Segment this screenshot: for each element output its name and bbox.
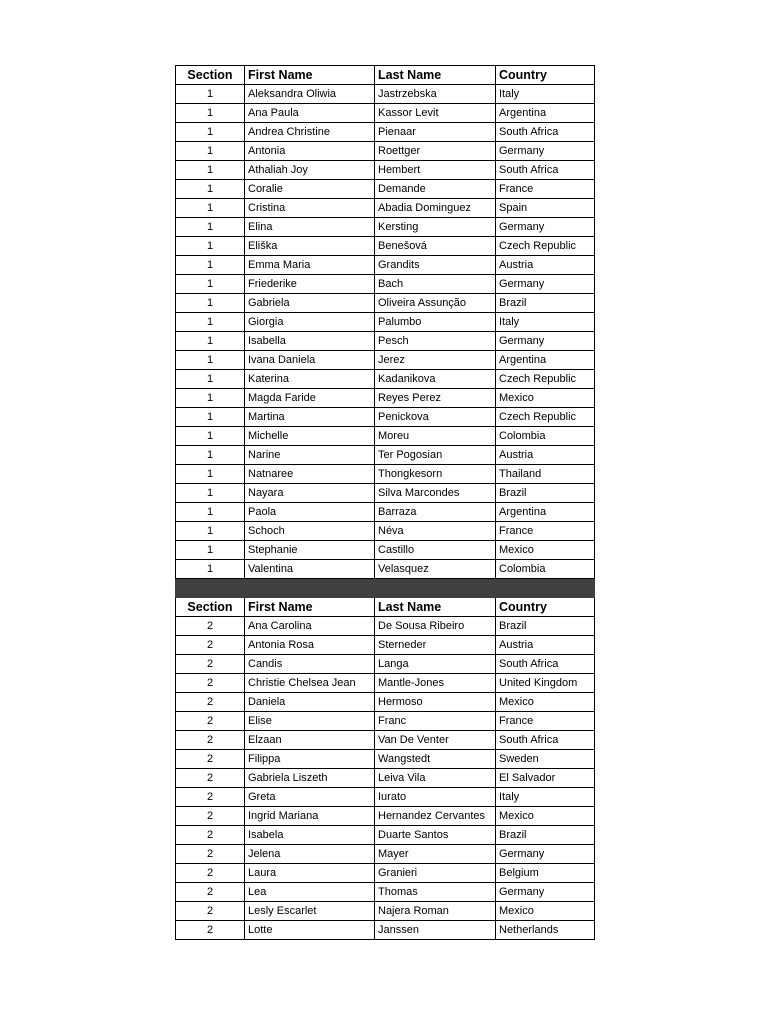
table-row bbox=[176, 218, 595, 237]
header-row-section-1 bbox=[176, 66, 595, 85]
header-first-name: First Name bbox=[245, 66, 375, 85]
table-row bbox=[176, 389, 595, 408]
last-name-cell: Castillo bbox=[375, 541, 496, 560]
last-name-cell: Kassor Levit bbox=[375, 104, 496, 123]
table-row bbox=[176, 845, 595, 864]
separator-cell bbox=[496, 579, 595, 598]
section-cell: 2 bbox=[176, 636, 245, 655]
first-name-cell: Ivana Daniela bbox=[245, 351, 375, 370]
header-section: Section bbox=[176, 66, 245, 85]
country-cell: Sweden bbox=[496, 750, 595, 769]
table-row bbox=[176, 731, 595, 750]
first-name-cell: Narine bbox=[245, 446, 375, 465]
first-name-cell: Antonia bbox=[245, 142, 375, 161]
country-cell: South Africa bbox=[496, 123, 595, 142]
table-row bbox=[176, 123, 595, 142]
section-cell: 1 bbox=[176, 484, 245, 503]
table-row bbox=[176, 560, 595, 579]
country-cell: Brazil bbox=[496, 617, 595, 636]
first-name-cell: Ana Paula bbox=[245, 104, 375, 123]
last-name-cell: Oliveira Assunção bbox=[375, 294, 496, 313]
country-cell: Germany bbox=[496, 845, 595, 864]
section-cell: 1 bbox=[176, 351, 245, 370]
country-cell: Mexico bbox=[496, 807, 595, 826]
header-country: Country bbox=[496, 598, 595, 617]
last-name-cell: Moreu bbox=[375, 427, 496, 446]
table-row bbox=[176, 180, 595, 199]
country-cell: Colombia bbox=[496, 427, 595, 446]
country-cell: Czech Republic bbox=[496, 237, 595, 256]
last-name-cell: Wangstedt bbox=[375, 750, 496, 769]
country-cell: Brazil bbox=[496, 826, 595, 845]
country-cell: South Africa bbox=[496, 731, 595, 750]
last-name-cell: Roettger bbox=[375, 142, 496, 161]
section-cell: 2 bbox=[176, 712, 245, 731]
section-cell: 2 bbox=[176, 921, 245, 940]
section-cell: 1 bbox=[176, 256, 245, 275]
section-cell: 1 bbox=[176, 123, 245, 142]
last-name-cell: Demande bbox=[375, 180, 496, 199]
table-row bbox=[176, 465, 595, 484]
country-cell: Austria bbox=[496, 636, 595, 655]
roster-table bbox=[175, 65, 595, 940]
section-cell: 1 bbox=[176, 142, 245, 161]
table-row bbox=[176, 446, 595, 465]
table-row bbox=[176, 408, 595, 427]
first-name-cell: Martina bbox=[245, 408, 375, 427]
last-name-cell: Hermoso bbox=[375, 693, 496, 712]
country-cell: Brazil bbox=[496, 294, 595, 313]
last-name-cell: Mayer bbox=[375, 845, 496, 864]
first-name-cell: Candis bbox=[245, 655, 375, 674]
first-name-cell: Friederike bbox=[245, 275, 375, 294]
table-row bbox=[176, 788, 595, 807]
first-name-cell: Lotte bbox=[245, 921, 375, 940]
country-cell: Czech Republic bbox=[496, 408, 595, 427]
first-name-cell: Cristina bbox=[245, 199, 375, 218]
last-name-cell: Reyes Perez bbox=[375, 389, 496, 408]
first-name-cell: Stephanie bbox=[245, 541, 375, 560]
section-cell: 1 bbox=[176, 503, 245, 522]
table-row bbox=[176, 617, 595, 636]
section-cell: 1 bbox=[176, 180, 245, 199]
section-cell: 2 bbox=[176, 674, 245, 693]
first-name-cell: Elise bbox=[245, 712, 375, 731]
section-cell: 2 bbox=[176, 769, 245, 788]
country-cell: Mexico bbox=[496, 693, 595, 712]
table-row bbox=[176, 161, 595, 180]
last-name-cell: Bach bbox=[375, 275, 496, 294]
first-name-cell: Isabella bbox=[245, 332, 375, 351]
last-name-cell: Benešová bbox=[375, 237, 496, 256]
section-cell: 1 bbox=[176, 427, 245, 446]
country-cell: United Kingdom bbox=[496, 674, 595, 693]
first-name-cell: Antonia Rosa bbox=[245, 636, 375, 655]
country-cell: France bbox=[496, 180, 595, 199]
first-name-cell: Filippa bbox=[245, 750, 375, 769]
header-section: Section bbox=[176, 598, 245, 617]
section-cell: 1 bbox=[176, 237, 245, 256]
country-cell: Italy bbox=[496, 313, 595, 332]
section-cell: 1 bbox=[176, 541, 245, 560]
last-name-cell: Hernandez Cervantes bbox=[375, 807, 496, 826]
last-name-cell: Velasquez bbox=[375, 560, 496, 579]
table-row bbox=[176, 104, 595, 123]
table-row bbox=[176, 199, 595, 218]
table-row bbox=[176, 655, 595, 674]
table-row bbox=[176, 636, 595, 655]
last-name-cell: Kersting bbox=[375, 218, 496, 237]
last-name-cell: Palumbo bbox=[375, 313, 496, 332]
first-name-cell: Paola bbox=[245, 503, 375, 522]
section-cell: 1 bbox=[176, 522, 245, 541]
last-name-cell: Janssen bbox=[375, 921, 496, 940]
country-cell: Argentina bbox=[496, 503, 595, 522]
table-row bbox=[176, 351, 595, 370]
country-cell: Mexico bbox=[496, 541, 595, 560]
last-name-cell: Grandits bbox=[375, 256, 496, 275]
section-cell: 2 bbox=[176, 902, 245, 921]
table-row bbox=[176, 522, 595, 541]
last-name-cell: Abadia Dominguez bbox=[375, 199, 496, 218]
first-name-cell: Lea bbox=[245, 883, 375, 902]
first-name-cell: Natnaree bbox=[245, 465, 375, 484]
section-cell: 1 bbox=[176, 161, 245, 180]
section-cell: 1 bbox=[176, 370, 245, 389]
country-cell: South Africa bbox=[496, 655, 595, 674]
last-name-cell: Leiva Vila bbox=[375, 769, 496, 788]
last-name-cell: Jerez bbox=[375, 351, 496, 370]
country-cell: Thailand bbox=[496, 465, 595, 484]
first-name-cell: Emma Maria bbox=[245, 256, 375, 275]
first-name-cell: Ingrid Mariana bbox=[245, 807, 375, 826]
section-cell: 1 bbox=[176, 104, 245, 123]
section-cell: 1 bbox=[176, 389, 245, 408]
section-cell: 1 bbox=[176, 313, 245, 332]
country-cell: Netherlands bbox=[496, 921, 595, 940]
country-cell: Mexico bbox=[496, 902, 595, 921]
section-cell: 2 bbox=[176, 655, 245, 674]
separator-cell bbox=[176, 579, 245, 598]
country-cell: Germany bbox=[496, 332, 595, 351]
first-name-cell: Michelle bbox=[245, 427, 375, 446]
section-cell: 1 bbox=[176, 218, 245, 237]
table-row bbox=[176, 826, 595, 845]
first-name-cell: Daniela bbox=[245, 693, 375, 712]
first-name-cell: Elina bbox=[245, 218, 375, 237]
table-row bbox=[176, 85, 595, 104]
last-name-cell: Iurato bbox=[375, 788, 496, 807]
section-cell: 2 bbox=[176, 883, 245, 902]
section-cell: 2 bbox=[176, 845, 245, 864]
section-cell: 2 bbox=[176, 807, 245, 826]
section-cell: 1 bbox=[176, 446, 245, 465]
table-row bbox=[176, 503, 595, 522]
first-name-cell: Gabriela Liszeth bbox=[245, 769, 375, 788]
country-cell: Austria bbox=[496, 446, 595, 465]
country-cell: El Salvador bbox=[496, 769, 595, 788]
section-cell: 2 bbox=[176, 788, 245, 807]
table-row bbox=[176, 921, 595, 940]
section-cell: 2 bbox=[176, 826, 245, 845]
last-name-cell: Najera Roman bbox=[375, 902, 496, 921]
country-cell: Italy bbox=[496, 85, 595, 104]
table-row bbox=[176, 256, 595, 275]
last-name-cell: Jastrzebska bbox=[375, 85, 496, 104]
header-row-section-2 bbox=[176, 598, 595, 617]
last-name-cell: Sterneder bbox=[375, 636, 496, 655]
last-name-cell: Thomas bbox=[375, 883, 496, 902]
table-row bbox=[176, 750, 595, 769]
first-name-cell: Jelena bbox=[245, 845, 375, 864]
table-row bbox=[176, 807, 595, 826]
last-name-cell: Hembert bbox=[375, 161, 496, 180]
table-row bbox=[176, 693, 595, 712]
table-row bbox=[176, 674, 595, 693]
separator-cell bbox=[375, 579, 496, 598]
last-name-cell: Duarte Santos bbox=[375, 826, 496, 845]
country-cell: Austria bbox=[496, 256, 595, 275]
header-first-name: First Name bbox=[245, 598, 375, 617]
section-cell: 2 bbox=[176, 750, 245, 769]
first-name-cell: Schoch bbox=[245, 522, 375, 541]
table-row bbox=[176, 370, 595, 389]
first-name-cell: Ana Carolina bbox=[245, 617, 375, 636]
first-name-cell: Eliška bbox=[245, 237, 375, 256]
country-cell: Spain bbox=[496, 199, 595, 218]
last-name-cell: Granieri bbox=[375, 864, 496, 883]
section-separator bbox=[176, 579, 595, 598]
header-last-name: Last Name bbox=[375, 66, 496, 85]
table-row bbox=[176, 332, 595, 351]
last-name-cell: Mantle-Jones bbox=[375, 674, 496, 693]
country-cell: South Africa bbox=[496, 161, 595, 180]
section-cell: 1 bbox=[176, 465, 245, 484]
first-name-cell: Andrea Christine bbox=[245, 123, 375, 142]
section-cell: 1 bbox=[176, 332, 245, 351]
first-name-cell: Elzaan bbox=[245, 731, 375, 750]
last-name-cell: Penickova bbox=[375, 408, 496, 427]
first-name-cell: Magda Faride bbox=[245, 389, 375, 408]
country-cell: Czech Republic bbox=[496, 370, 595, 389]
roster-body bbox=[176, 66, 595, 940]
header-country: Country bbox=[496, 66, 595, 85]
country-cell: Belgium bbox=[496, 864, 595, 883]
country-cell: Brazil bbox=[496, 484, 595, 503]
last-name-cell: Van De Venter bbox=[375, 731, 496, 750]
table-row bbox=[176, 427, 595, 446]
table-row bbox=[176, 294, 595, 313]
first-name-cell: Giorgia bbox=[245, 313, 375, 332]
country-cell: Germany bbox=[496, 142, 595, 161]
table-row bbox=[176, 712, 595, 731]
last-name-cell: De Sousa Ribeiro bbox=[375, 617, 496, 636]
table-row bbox=[176, 275, 595, 294]
section-cell: 1 bbox=[176, 275, 245, 294]
last-name-cell: Barraza bbox=[375, 503, 496, 522]
section-cell: 2 bbox=[176, 731, 245, 750]
table-row bbox=[176, 883, 595, 902]
first-name-cell: Katerina bbox=[245, 370, 375, 389]
table-row bbox=[176, 484, 595, 503]
country-cell: Argentina bbox=[496, 104, 595, 123]
country-cell: Germany bbox=[496, 883, 595, 902]
table-row bbox=[176, 864, 595, 883]
first-name-cell: Nayara bbox=[245, 484, 375, 503]
last-name-cell: Thongkesorn bbox=[375, 465, 496, 484]
header-last-name: Last Name bbox=[375, 598, 496, 617]
table-row bbox=[176, 902, 595, 921]
last-name-cell: Pesch bbox=[375, 332, 496, 351]
last-name-cell: Néva bbox=[375, 522, 496, 541]
first-name-cell: Isabela bbox=[245, 826, 375, 845]
section-cell: 2 bbox=[176, 693, 245, 712]
first-name-cell: Coralie bbox=[245, 180, 375, 199]
country-cell: Mexico bbox=[496, 389, 595, 408]
first-name-cell: Lesly Escarlet bbox=[245, 902, 375, 921]
separator-cell bbox=[245, 579, 375, 598]
section-cell: 1 bbox=[176, 560, 245, 579]
country-cell: Germany bbox=[496, 275, 595, 294]
section-cell: 2 bbox=[176, 864, 245, 883]
table-row bbox=[176, 769, 595, 788]
country-cell: Colombia bbox=[496, 560, 595, 579]
section-cell: 1 bbox=[176, 294, 245, 313]
first-name-cell: Valentina bbox=[245, 560, 375, 579]
last-name-cell: Silva Marcondes bbox=[375, 484, 496, 503]
section-cell: 1 bbox=[176, 408, 245, 427]
country-cell: France bbox=[496, 712, 595, 731]
table-row bbox=[176, 313, 595, 332]
table-row bbox=[176, 237, 595, 256]
last-name-cell: Ter Pogosian bbox=[375, 446, 496, 465]
last-name-cell: Kadanikova bbox=[375, 370, 496, 389]
table-row bbox=[176, 541, 595, 560]
first-name-cell: Greta bbox=[245, 788, 375, 807]
section-cell: 2 bbox=[176, 617, 245, 636]
first-name-cell: Aleksandra Oliwia bbox=[245, 85, 375, 104]
first-name-cell: Christie Chelsea Jean bbox=[245, 674, 375, 693]
last-name-cell: Pienaar bbox=[375, 123, 496, 142]
last-name-cell: Langa bbox=[375, 655, 496, 674]
first-name-cell: Gabriela bbox=[245, 294, 375, 313]
section-cell: 1 bbox=[176, 85, 245, 104]
section-cell: 1 bbox=[176, 199, 245, 218]
first-name-cell: Laura bbox=[245, 864, 375, 883]
country-cell: Argentina bbox=[496, 351, 595, 370]
table-row bbox=[176, 142, 595, 161]
country-cell: Germany bbox=[496, 218, 595, 237]
first-name-cell: Athaliah Joy bbox=[245, 161, 375, 180]
country-cell: France bbox=[496, 522, 595, 541]
country-cell: Italy bbox=[496, 788, 595, 807]
last-name-cell: Franc bbox=[375, 712, 496, 731]
